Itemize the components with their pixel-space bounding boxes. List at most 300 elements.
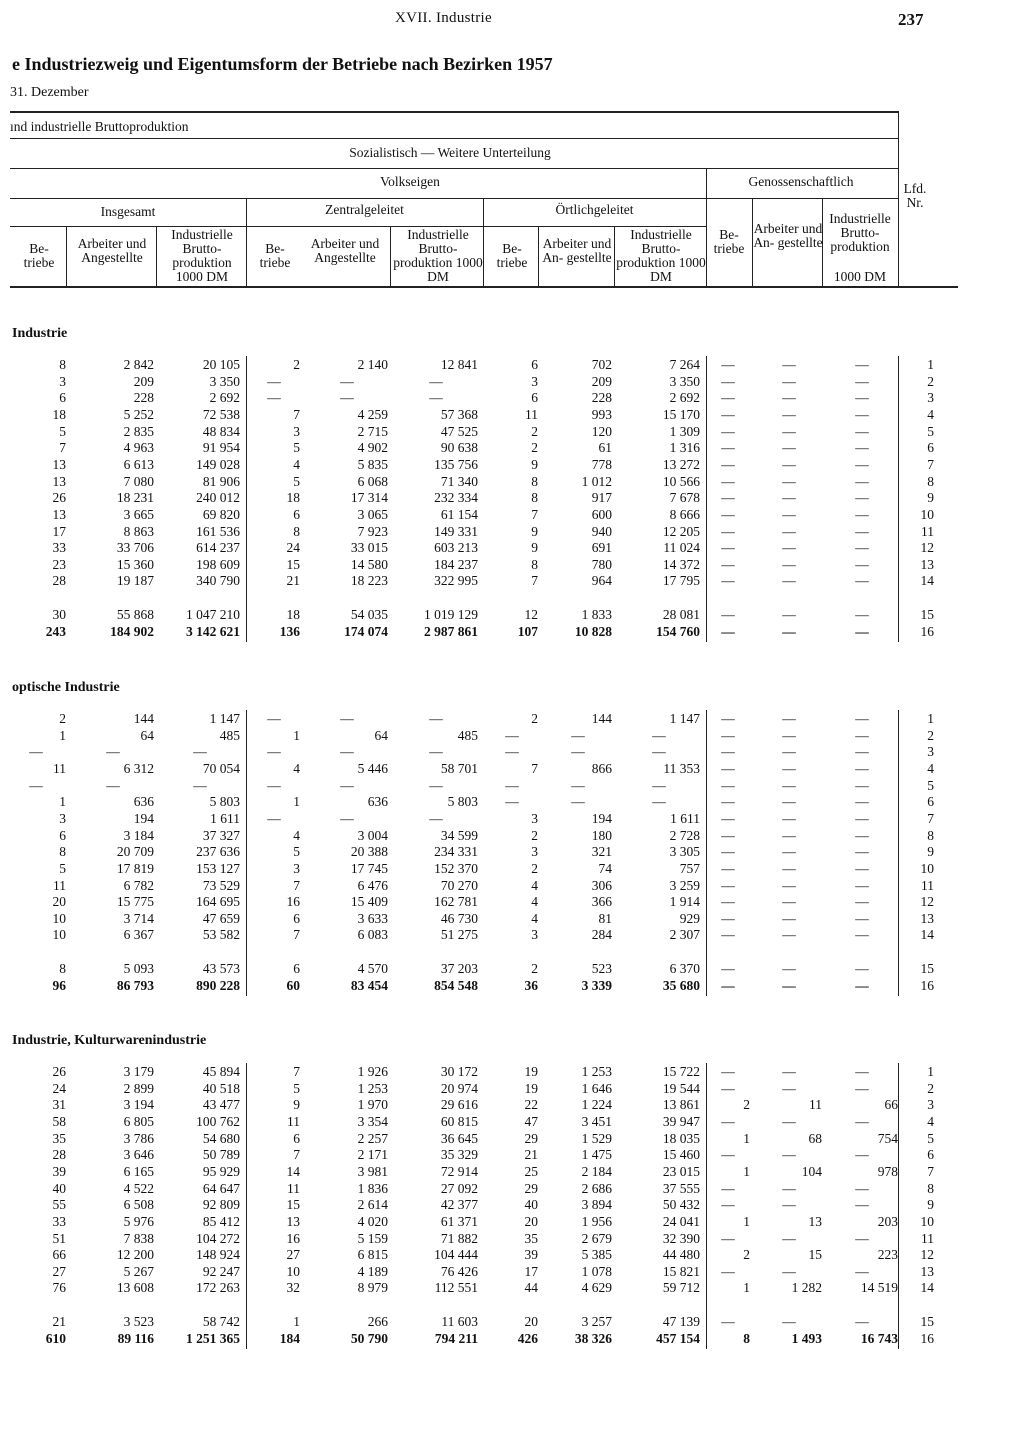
table-cell: — (782, 760, 796, 776)
table-cell: 866 (591, 760, 612, 776)
table-cell: — (782, 810, 796, 826)
table-cell: 7 (293, 1147, 300, 1163)
table-cell: 3 (293, 423, 300, 439)
table-row (0, 761, 1024, 778)
table-cell: 4 (293, 456, 300, 472)
table-cell: 8 (531, 473, 538, 489)
table-cell: 3 633 (357, 910, 388, 926)
table-cell: 6 508 (123, 1197, 154, 1213)
table-cell: 92 247 (202, 1263, 240, 1279)
table-cell: — (721, 406, 735, 422)
table-cell: 3 004 (357, 827, 388, 843)
table-cell: — (782, 1113, 796, 1129)
table-cell: — (782, 727, 796, 743)
table-row (0, 374, 1024, 391)
table-cell: 11 (921, 877, 934, 893)
table-cell: 1 (743, 1280, 750, 1296)
table-row (0, 961, 1024, 978)
table-cell: 5 (293, 1080, 300, 1096)
table-cell: — (855, 357, 869, 372)
table-cell: 18 223 (350, 573, 388, 589)
table-row (0, 1181, 1024, 1198)
table-cell: 22 (524, 1097, 538, 1113)
table-cell: 12 200 (116, 1247, 154, 1263)
table-cell: 2 (743, 1097, 750, 1113)
table-cell: — (429, 711, 443, 726)
table-cell: 9 (531, 456, 538, 472)
table-cell: — (721, 927, 735, 943)
table-cell: 61 (598, 440, 612, 456)
table-cell: — (721, 1180, 735, 1196)
table-cell: 37 327 (202, 827, 240, 843)
table-cell: — (855, 961, 869, 977)
table-cell: — (782, 523, 796, 539)
table-cell: 3 786 (123, 1130, 154, 1146)
table-cell: 27 (286, 1247, 300, 1263)
table-cell: — (721, 556, 735, 572)
table-cell: 36 645 (440, 1130, 478, 1146)
table-cell: 92 809 (202, 1197, 240, 1213)
rule-lfd (898, 356, 899, 642)
table-cell: 11 (53, 760, 66, 776)
table-cell: — (29, 777, 43, 793)
table-cell: 3 (927, 1097, 934, 1113)
table-cell: — (721, 727, 735, 743)
table-cell: 3 305 (669, 844, 700, 860)
table-cell: — (782, 1230, 796, 1246)
table-cell: 2 (293, 357, 300, 372)
table-cell: 2 835 (123, 423, 154, 439)
table-cell: — (782, 623, 796, 639)
table-cell: 1 475 (581, 1147, 612, 1163)
table-cell: 2 (531, 961, 538, 977)
table-cell: — (721, 1263, 735, 1279)
table-cell: 33 706 (116, 540, 154, 556)
table-cell: 19 (524, 1064, 538, 1079)
table-cell: 6 165 (123, 1163, 154, 1179)
table-cell: — (782, 406, 796, 422)
table-cell: 6 (59, 390, 66, 406)
table-cell: 8 979 (357, 1280, 388, 1296)
table-cell: 148 924 (196, 1247, 240, 1263)
table-cell: 9 (927, 1197, 934, 1213)
table-cell: — (782, 1147, 796, 1163)
table-cell: 234 331 (434, 844, 478, 860)
table-cell: 5 (927, 423, 934, 439)
table-cell: 73 529 (202, 877, 240, 893)
table-cell: 11 (287, 1113, 300, 1129)
table-cell: — (782, 1263, 796, 1279)
table-cell: 27 092 (440, 1180, 478, 1196)
table-cell: 209 (133, 373, 154, 389)
table-cell: 43 573 (202, 961, 240, 977)
table-cell: — (106, 744, 120, 760)
table-cell: 20 105 (202, 357, 240, 372)
table-cell: 10 (920, 860, 934, 876)
table-cell: 4 902 (357, 440, 388, 456)
table-cell: 15 722 (662, 1064, 700, 1079)
table-cell: — (782, 844, 796, 860)
table-row (0, 1197, 1024, 1214)
table-cell: 228 (591, 390, 612, 406)
table-cell: — (721, 473, 735, 489)
table-cell: 3 714 (123, 910, 154, 926)
table-cell: — (652, 727, 666, 743)
table-cell: 702 (591, 357, 612, 372)
table-row (0, 828, 1024, 845)
table-cell: — (855, 1113, 869, 1129)
table-cell: 16 (920, 623, 934, 639)
table-cell: 1 (743, 1163, 750, 1179)
col-head-betriebe: Be- triebe (496, 241, 528, 270)
table-cell: 43 477 (202, 1097, 240, 1113)
table-row (0, 1280, 1024, 1297)
table-cell: 10 (920, 1213, 934, 1229)
table-cell: 25 (524, 1163, 538, 1179)
table-cell: 1 833 (581, 607, 612, 623)
table-cell: — (340, 777, 354, 793)
table-cell: 100 762 (196, 1113, 240, 1129)
table-cell: 8 (927, 827, 934, 843)
table-cell: — (855, 390, 869, 406)
table-cell: 794 211 (434, 1330, 478, 1346)
table-cell: 8 666 (669, 506, 700, 522)
table-cell: — (855, 540, 869, 556)
table-cell: 81 906 (202, 473, 240, 489)
table-cell: — (855, 727, 869, 743)
rule-3 (10, 198, 898, 199)
table-cell: 11 (53, 877, 66, 893)
table-cell: — (782, 473, 796, 489)
table-cell: — (782, 440, 796, 456)
table-cell: 46 730 (440, 910, 478, 926)
table-cell: 14 (920, 1280, 934, 1296)
rule-group (246, 1063, 247, 1349)
table-cell: 19 (524, 1080, 538, 1096)
table-cell: 2 842 (123, 357, 154, 372)
table-cell: — (340, 711, 354, 726)
table-cell: 2 307 (669, 927, 700, 943)
table-cell: 76 (52, 1280, 66, 1296)
table-cell: 1 956 (581, 1213, 612, 1229)
table-cell: 4 (293, 827, 300, 843)
table-cell: — (721, 623, 735, 639)
table-cell: 23 015 (662, 1163, 700, 1179)
table-cell: — (721, 961, 735, 977)
table-cell: 174 074 (344, 623, 388, 639)
table-cell: 9 (531, 523, 538, 539)
table-row (0, 607, 1024, 624)
table-cell: 11 (921, 523, 934, 539)
table-cell: 50 790 (350, 1330, 388, 1346)
table-cell: — (855, 744, 869, 760)
table-cell: 104 272 (196, 1230, 240, 1246)
table-cell: 9 (293, 1097, 300, 1113)
table-cell: — (782, 1080, 796, 1096)
table-cell: — (721, 1147, 735, 1163)
table-cell: 18 035 (662, 1130, 700, 1146)
table-cell: 2 899 (123, 1080, 154, 1096)
table-cell: 6 367 (123, 927, 154, 943)
table-cell: 10 (52, 927, 66, 943)
table-row (0, 1247, 1024, 1264)
table-cell: 31 (52, 1097, 66, 1113)
table-cell: 3 646 (123, 1147, 154, 1163)
table-cell: 18 (52, 406, 66, 422)
table-cell: 284 (591, 927, 612, 943)
table-cell: 16 (286, 894, 300, 910)
table-cell: 5 446 (357, 760, 388, 776)
table-cell: 4 (927, 1113, 934, 1129)
table-cell: — (855, 440, 869, 456)
table-cell: 2 (531, 711, 538, 726)
table-cell: 366 (591, 894, 612, 910)
table-cell: 11 024 (663, 540, 700, 556)
table-cell: — (721, 573, 735, 589)
table-cell: 13 (52, 506, 66, 522)
section-title: optische Industrie (12, 680, 120, 695)
table-cell: 149 331 (434, 523, 478, 539)
table-cell: 89 116 (117, 1330, 154, 1346)
table-cell: 39 (524, 1247, 538, 1263)
table-cell: 11 (921, 1230, 934, 1246)
table-cell: 3 339 (581, 977, 612, 993)
table-cell: — (721, 1197, 735, 1213)
table-row (0, 390, 1024, 407)
table-cell: — (782, 607, 796, 623)
table-cell: 61 154 (440, 506, 478, 522)
rule-lfd (898, 710, 899, 996)
table-cell: 4 (927, 760, 934, 776)
table-cell: 184 902 (110, 623, 154, 639)
page-number: 237 (898, 10, 924, 29)
table-cell: 35 329 (440, 1147, 478, 1163)
table-cell: — (721, 977, 735, 993)
table-cell: 780 (591, 556, 612, 572)
table-cell: 7 (293, 877, 300, 893)
table-cell: 1 047 210 (186, 607, 240, 623)
table-cell: — (782, 573, 796, 589)
table-cell: — (721, 844, 735, 860)
table-cell: 16 743 (860, 1330, 898, 1346)
table-cell: 51 275 (440, 927, 478, 943)
table-cell: 7 (927, 1163, 934, 1179)
table-cell: 12 205 (662, 523, 700, 539)
table-cell: — (782, 827, 796, 843)
table-cell: 5 803 (447, 794, 478, 810)
table-cell: — (855, 827, 869, 843)
table-cell: 6 (531, 357, 538, 372)
table-cell: — (855, 607, 869, 623)
table-cell: 237 636 (196, 844, 240, 860)
header-top: ınd industrielle Bruttoproduktion (10, 119, 189, 134)
table-cell: 6 (293, 506, 300, 522)
table-cell: 4 (927, 406, 934, 422)
table-cell: 60 (286, 977, 300, 993)
table-cell: 9 (531, 540, 538, 556)
table-cell: 778 (591, 456, 612, 472)
table-cell: 5 267 (123, 1263, 154, 1279)
table-cell: — (855, 556, 869, 572)
table-row (0, 490, 1024, 507)
table-cell: 164 695 (196, 894, 240, 910)
table-cell: 54 680 (202, 1130, 240, 1146)
table-cell: — (340, 744, 354, 760)
table-cell: 35 (52, 1130, 66, 1146)
table-cell: — (721, 877, 735, 893)
table-row (0, 1147, 1024, 1164)
table-cell: 9 (927, 490, 934, 506)
table-cell: 523 (591, 961, 612, 977)
table-cell: 7 264 (669, 357, 700, 372)
table-cell: — (782, 540, 796, 556)
table-cell: 2 686 (581, 1180, 612, 1196)
table-cell: 64 (140, 727, 154, 743)
table-cell: 28 081 (662, 607, 700, 623)
table-cell: 3 350 (209, 373, 240, 389)
table-cell: 13 (52, 473, 66, 489)
table-cell: 5 (293, 473, 300, 489)
table-cell: — (721, 540, 735, 556)
table-cell: 15 (808, 1247, 822, 1263)
table-cell: 2 (531, 827, 538, 843)
table-cell: 71 340 (440, 473, 478, 489)
col-head-unit: 1000 DM (833, 269, 887, 284)
table-cell: — (855, 877, 869, 893)
table-cell: 2 (531, 423, 538, 439)
table-cell: — (505, 727, 519, 743)
table-cell: 26 (52, 490, 66, 506)
table-cell: 6 476 (357, 877, 388, 893)
table-cell: 929 (679, 910, 700, 926)
table-cell: 13 608 (116, 1280, 154, 1296)
col-head-betriebe: Be- triebe (259, 241, 291, 270)
table-cell: — (855, 406, 869, 422)
table-cell: 6 (293, 1130, 300, 1146)
table-cell: 4 (293, 760, 300, 776)
table-row (0, 1314, 1024, 1331)
table-cell: 13 (52, 456, 66, 472)
table-cell: 1 147 (669, 711, 700, 726)
table-cell: 3 (59, 810, 66, 826)
table-cell: — (782, 490, 796, 506)
table-row (0, 711, 1024, 728)
table-cell: 20 709 (116, 844, 154, 860)
table-cell: — (652, 777, 666, 793)
table-row (0, 1264, 1024, 1281)
header-sozialistisch: Sozialistisch — Weitere Unterteilung (349, 145, 551, 160)
table-cell: 12 (920, 894, 934, 910)
table-cell: 24 (286, 540, 300, 556)
table-cell: 76 426 (440, 1263, 478, 1279)
table-cell: 1 529 (581, 1130, 612, 1146)
header-volkseigen: Volkseigen (380, 174, 440, 189)
table-row (0, 1164, 1024, 1181)
table-cell: — (855, 777, 869, 793)
table-cell: 23 (52, 556, 66, 572)
table-cell: 1 646 (581, 1080, 612, 1096)
table-cell: 1 253 (357, 1080, 388, 1096)
table-cell: 184 237 (434, 556, 478, 572)
col-head-betriebe: Be- triebe (23, 241, 55, 270)
table-cell: 1 012 (581, 473, 612, 489)
table-cell: 266 (367, 1314, 388, 1330)
table-cell: 691 (591, 540, 612, 556)
table-cell: 152 370 (434, 860, 478, 876)
table-cell: 13 272 (662, 456, 700, 472)
table-row (0, 844, 1024, 861)
table-cell: 12 841 (440, 357, 478, 372)
table-row (0, 557, 1024, 574)
table-cell: — (721, 357, 735, 372)
table-cell: 7 (293, 927, 300, 943)
table-cell: 24 041 (662, 1213, 700, 1229)
table-cell: 15 (920, 961, 934, 977)
table-cell: — (571, 727, 585, 743)
table-cell: — (855, 523, 869, 539)
table-cell: — (855, 794, 869, 810)
table-cell: — (721, 777, 735, 793)
table-cell: 6 (293, 910, 300, 926)
table-cell: 243 (45, 623, 66, 639)
table-cell: — (29, 744, 43, 760)
table-row (0, 811, 1024, 828)
table-cell: 20 (524, 1314, 538, 1330)
table-cell: 12 (920, 540, 934, 556)
table-cell: — (721, 1113, 735, 1129)
table-cell: 306 (591, 877, 612, 893)
table-row (0, 794, 1024, 811)
table-row (0, 457, 1024, 474)
table-cell: 70 054 (202, 760, 240, 776)
table-cell: 3 (531, 373, 538, 389)
table-cell: 232 334 (434, 490, 478, 506)
rule-4 (10, 226, 706, 227)
table-cell: 15 360 (116, 556, 154, 572)
table-cell: 10 (286, 1263, 300, 1279)
table-cell: — (267, 711, 281, 726)
table-cell: 32 (286, 1280, 300, 1296)
table-cell: 33 (52, 1213, 66, 1229)
table-cell: 6 (927, 440, 934, 456)
table-cell: 153 127 (196, 860, 240, 876)
table-cell: 144 (591, 711, 612, 726)
table-cell: 8 863 (123, 523, 154, 539)
table-cell: 1 253 (581, 1064, 612, 1079)
table-cell: — (782, 961, 796, 977)
table-cell: — (721, 373, 735, 389)
table-cell: — (855, 1314, 869, 1330)
table-cell: — (721, 1080, 735, 1096)
table-cell: 36 (524, 977, 538, 993)
rule-group (706, 710, 707, 996)
table-row (0, 407, 1024, 424)
table-cell: 4 (531, 910, 538, 926)
table-cell: 104 444 (434, 1247, 478, 1263)
table-cell: 8 (531, 556, 538, 572)
table-cell: 13 861 (662, 1097, 700, 1113)
header-lfd-nr: Lfd. Nr. (903, 181, 927, 210)
table-cell: 1 970 (357, 1097, 388, 1113)
table-cell: 240 012 (196, 490, 240, 506)
table-cell: — (855, 1064, 869, 1079)
table-cell: 17 819 (116, 860, 154, 876)
table-cell: — (721, 744, 735, 760)
table-cell: — (193, 777, 207, 793)
table-cell: 3 350 (669, 373, 700, 389)
running-title: XVII. Industrie (395, 10, 492, 26)
table-cell: 321 (591, 844, 612, 860)
